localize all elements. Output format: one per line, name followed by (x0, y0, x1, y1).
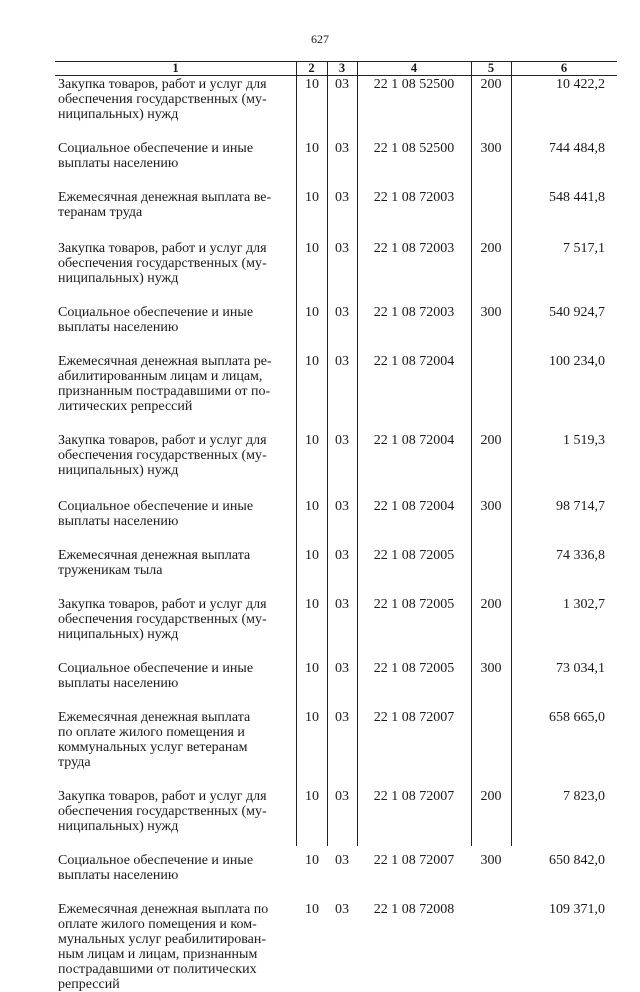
row-name-line: Закупка товаров, работ и услуг для (58, 77, 267, 92)
header-col-subsection: 3 (338, 61, 346, 75)
row-code: 22 1 08 52500 (373, 141, 455, 156)
table-row (55, 433, 617, 478)
row-subsection: 03 (335, 853, 349, 868)
row-amount: 1 519,3 (563, 433, 605, 448)
row-amount: 548 441,8 (549, 190, 605, 205)
row-amount: 98 714,7 (556, 499, 605, 514)
row-name-line: Ежемесячная денежная выплата ве- (58, 190, 272, 205)
budget-table (55, 61, 617, 992)
row-type: 200 (480, 433, 502, 448)
row-name-line: выплаты населению (58, 868, 179, 883)
row-code: 22 1 08 72005 (373, 548, 455, 563)
row-name-line: обеспечения государственных (му- (58, 612, 267, 627)
row-name (58, 77, 294, 122)
row-name-line: обеспечения государственных (му- (58, 804, 267, 819)
row-section: 10 (305, 902, 319, 917)
row-type: 200 (480, 789, 502, 804)
row-amount: 100 234,0 (549, 354, 605, 369)
row-section: 10 (305, 77, 319, 92)
row-amount: 650 842,0 (549, 853, 605, 868)
row-section: 10 (305, 548, 319, 563)
row-code: 22 1 08 72007 (373, 710, 455, 725)
row-name (58, 241, 294, 286)
row-name-line: обеспечения государственных (му- (58, 256, 267, 271)
row-name (58, 597, 294, 642)
row-name (58, 305, 294, 335)
row-subsection: 03 (335, 77, 349, 92)
row-type: 200 (480, 241, 502, 256)
header-col-name: 1 (172, 61, 179, 75)
row-name (58, 902, 294, 992)
row-name-line: выплаты населению (58, 320, 179, 335)
row-amount: 7 517,1 (563, 241, 605, 256)
row-name (58, 433, 294, 478)
row-name-line: ниципальных) нужд (58, 107, 179, 122)
table-row (55, 241, 617, 286)
row-code: 22 1 08 72007 (373, 853, 455, 868)
row-section: 10 (305, 597, 319, 612)
row-subsection: 03 (335, 597, 349, 612)
row-name-line: ниципальных) нужд (58, 463, 179, 478)
row-name-line: ным лицам и лицам, признанным (58, 947, 258, 962)
row-name-line: литических репрессий (58, 399, 193, 414)
row-name-line: Ежемесячная денежная выплата (58, 710, 251, 725)
row-name-line: Закупка товаров, работ и услуг для (58, 433, 267, 448)
row-name-line: Социальное обеспечение и иные (58, 661, 254, 676)
row-name-line: выплаты населению (58, 676, 179, 691)
row-section: 10 (305, 241, 319, 256)
table-header-rule (55, 75, 617, 76)
page-number: 627 (311, 32, 329, 46)
row-section: 10 (305, 354, 319, 369)
table-row (55, 710, 617, 770)
row-name-line: труда (58, 755, 91, 770)
row-type: 200 (480, 77, 502, 92)
row-name-line: Закупка товаров, работ и услуг для (58, 789, 267, 804)
row-subsection: 03 (335, 710, 349, 725)
row-name-line: оплате жилого помещения и ком- (58, 917, 257, 932)
row-code: 22 1 08 72003 (373, 305, 455, 320)
row-subsection: 03 (335, 354, 349, 369)
table-row (55, 305, 617, 335)
row-section: 10 (305, 305, 319, 320)
row-name (58, 190, 294, 220)
row-subsection: 03 (335, 141, 349, 156)
row-subsection: 03 (335, 548, 349, 563)
header-col-type: 5 (487, 61, 495, 75)
row-name (58, 354, 294, 414)
row-section: 10 (305, 853, 319, 868)
row-section: 10 (305, 499, 319, 514)
table-row (55, 902, 617, 992)
row-name-line: обеспечения государственных (му- (58, 448, 267, 463)
row-subsection: 03 (335, 305, 349, 320)
row-amount: 7 823,0 (563, 789, 605, 804)
table-body (55, 77, 617, 992)
table-row (55, 499, 617, 529)
row-name (58, 853, 294, 883)
row-name-line: ниципальных) нужд (58, 627, 179, 642)
row-code: 22 1 08 72004 (373, 354, 455, 369)
row-amount: 1 302,7 (563, 597, 605, 612)
table-row (55, 190, 617, 220)
row-amount: 73 034,1 (556, 661, 605, 676)
row-name-line: репрессий (58, 977, 120, 992)
row-code: 22 1 08 72004 (373, 499, 455, 514)
row-amount: 74 336,8 (556, 548, 605, 563)
row-name-line: теранам труда (58, 205, 143, 220)
row-name-line: Ежемесячная денежная выплата (58, 548, 251, 563)
row-name-line: Социальное обеспечение и иные (58, 141, 254, 156)
row-name (58, 499, 294, 529)
row-section: 10 (305, 190, 319, 205)
row-code: 22 1 08 72005 (373, 661, 455, 676)
row-type: 300 (480, 305, 502, 320)
row-name-line: мунальных услуг реабилитирован- (58, 932, 266, 947)
row-subsection: 03 (335, 499, 349, 514)
row-code: 22 1 08 52500 (373, 77, 455, 92)
table-row (55, 141, 617, 171)
table-row (55, 597, 617, 642)
row-name-line: обеспечения государственных (му- (58, 92, 267, 107)
row-name (58, 141, 294, 171)
row-section: 10 (305, 661, 319, 676)
header-col-code: 4 (410, 61, 418, 75)
row-subsection: 03 (335, 661, 349, 676)
row-section: 10 (305, 710, 319, 725)
row-name-line: Ежемесячная денежная выплата ре- (58, 354, 272, 369)
row-amount: 658 665,0 (549, 710, 605, 725)
header-col-section: 2 (308, 61, 315, 75)
row-amount: 744 484,8 (549, 141, 605, 156)
row-name-line: выплаты населению (58, 156, 179, 171)
row-subsection: 03 (335, 190, 349, 205)
row-name-line: абилитированным лицам и лицам, (58, 369, 263, 384)
row-type: 300 (480, 141, 502, 156)
row-section: 10 (305, 141, 319, 156)
row-subsection: 03 (335, 433, 349, 448)
row-name-line: пострадавшими от политических (58, 962, 257, 977)
row-code: 22 1 08 72003 (373, 190, 455, 205)
row-name-line: ниципальных) нужд (58, 271, 179, 286)
row-amount: 540 924,7 (549, 305, 605, 320)
table-row (55, 789, 617, 834)
row-name-line: по оплате жилого помещения и (58, 725, 245, 740)
row-type: 300 (480, 499, 502, 514)
table-row (55, 548, 617, 578)
row-name-line: Закупка товаров, работ и услуг для (58, 241, 267, 256)
row-name-line: ниципальных) нужд (58, 819, 179, 834)
row-name-line: Социальное обеспечение и иные (58, 305, 254, 320)
row-name (58, 710, 294, 770)
row-subsection: 03 (335, 241, 349, 256)
row-name-line: труженикам тыла (58, 563, 163, 578)
row-code: 22 1 08 72003 (373, 241, 455, 256)
row-name-line: Социальное обеспечение и иные (58, 853, 254, 868)
row-name-line: Социальное обеспечение и иные (58, 499, 254, 514)
row-section: 10 (305, 789, 319, 804)
table-row (55, 354, 617, 414)
row-name-line: признанным пострадавшими от по- (58, 384, 271, 399)
header-col-amount: 6 (560, 61, 568, 75)
row-code: 22 1 08 72004 (373, 433, 455, 448)
row-name-line: коммунальных услуг ветеранам (58, 740, 248, 755)
row-name (58, 789, 294, 834)
row-section: 10 (305, 433, 319, 448)
row-type: 300 (480, 853, 502, 868)
row-code: 22 1 08 72005 (373, 597, 455, 612)
row-subsection: 03 (335, 902, 349, 917)
row-amount: 109 371,0 (549, 902, 605, 917)
table-row (55, 853, 617, 883)
row-amount: 10 422,2 (556, 77, 605, 92)
table-row (55, 661, 617, 691)
row-name-line: Ежемесячная денежная выплата по (58, 902, 269, 917)
row-name (58, 661, 294, 691)
row-code: 22 1 08 72007 (373, 789, 455, 804)
row-type: 200 (480, 597, 502, 612)
table-row (55, 77, 617, 122)
row-name (58, 548, 294, 578)
row-type: 300 (480, 661, 502, 676)
row-name-line: Закупка товаров, работ и услуг для (58, 597, 267, 612)
row-subsection: 03 (335, 789, 349, 804)
row-code: 22 1 08 72008 (373, 902, 455, 917)
row-name-line: выплаты населению (58, 514, 179, 529)
table-header-row (55, 61, 617, 75)
